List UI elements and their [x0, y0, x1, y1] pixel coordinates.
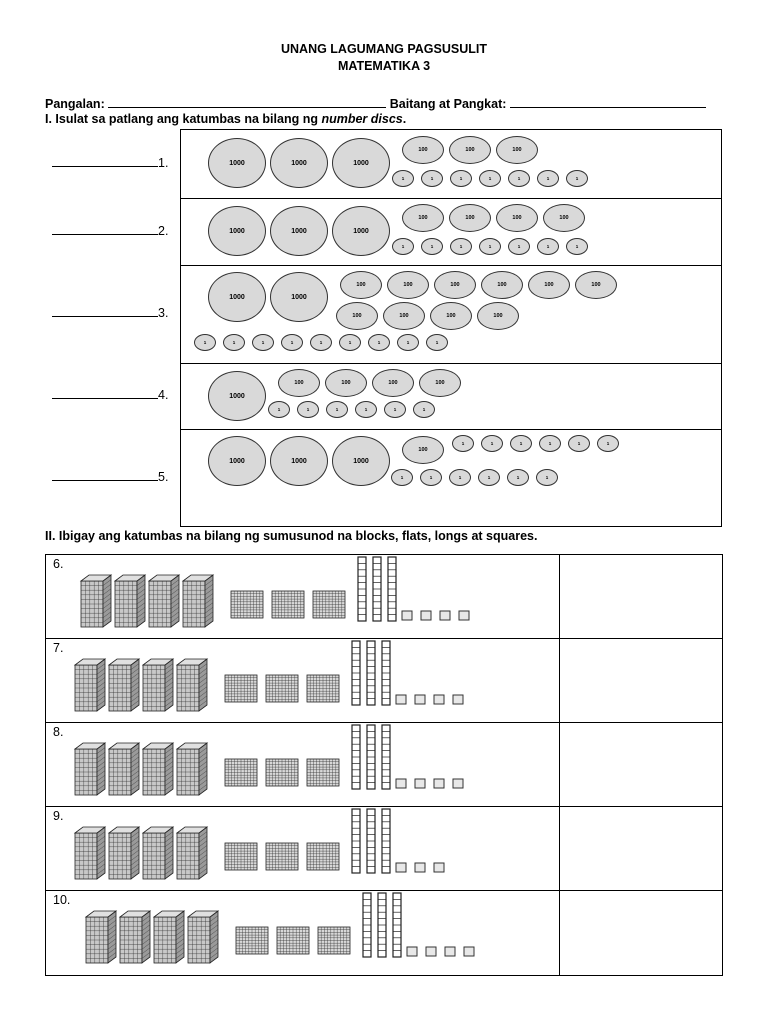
thousand-block	[109, 659, 139, 711]
one-square	[426, 947, 436, 956]
disc-row	[181, 198, 721, 266]
thousand-block	[143, 827, 173, 879]
ten-long	[363, 893, 371, 957]
hundred-flat	[266, 675, 298, 702]
thousand-block	[81, 575, 111, 627]
number-discs-box	[180, 129, 722, 527]
hundred-disc: 100	[449, 136, 491, 164]
one-disc: 1	[508, 170, 530, 187]
one-disc: 1	[597, 435, 619, 452]
table-row	[46, 807, 723, 891]
hundred-disc: 100	[543, 204, 585, 232]
one-disc: 1	[281, 334, 303, 351]
ten-long	[382, 641, 390, 705]
disc-row	[181, 363, 721, 430]
hundred-disc: 100	[325, 369, 367, 397]
ten-long	[352, 641, 360, 705]
one-disc: 1	[391, 469, 413, 486]
answer-line	[52, 468, 168, 484]
thousand-disc: 1000	[332, 436, 390, 486]
one-disc: 1	[536, 469, 558, 486]
one-disc: 1	[539, 435, 561, 452]
item-number: 8.	[53, 725, 64, 739]
answer-blank[interactable]	[52, 222, 158, 235]
hundred-flat	[307, 675, 339, 702]
one-disc: 1	[384, 401, 406, 418]
hundred-disc: 100	[372, 369, 414, 397]
thousand-disc: 1000	[208, 272, 266, 322]
one-disc: 1	[310, 334, 332, 351]
hundred-disc: 100	[419, 369, 461, 397]
one-disc: 1	[450, 238, 472, 255]
one-square	[453, 695, 463, 704]
one-square	[459, 611, 469, 620]
blocks-cell	[46, 639, 560, 723]
thousand-block	[143, 743, 173, 795]
table-row	[46, 555, 723, 639]
hundred-disc: 100	[402, 204, 444, 232]
one-disc: 1	[223, 334, 245, 351]
hundred-disc: 100	[402, 436, 444, 464]
answer-line	[52, 222, 168, 238]
name-line	[45, 95, 706, 111]
part2-instruction: II. Ibigay ang katumbas na bilang ng sumusunod na blocks, flats, longs at squares.	[45, 529, 538, 543]
one-square	[396, 779, 406, 788]
ten-long	[373, 557, 381, 621]
one-square	[415, 779, 425, 788]
one-disc: 1	[297, 401, 319, 418]
thousand-block	[177, 827, 207, 879]
base-ten-blocks	[46, 723, 559, 806]
part1-instruction: I. Isulat sa patlang ang katumbas na bilang ng number discs.	[45, 112, 407, 126]
hundred-flat	[266, 843, 298, 870]
hundred-flat	[225, 759, 257, 786]
item-number: 5.	[158, 469, 169, 484]
item-number: 2.	[158, 223, 169, 238]
ten-long	[352, 809, 360, 873]
one-disc: 1	[452, 435, 474, 452]
one-disc: 1	[421, 170, 443, 187]
blocks-cell	[46, 891, 560, 976]
hundred-flat	[225, 675, 257, 702]
one-disc: 1	[479, 238, 501, 255]
thousand-block	[188, 911, 218, 963]
hundred-disc: 100	[387, 271, 429, 299]
one-square	[440, 611, 450, 620]
one-disc: 1	[537, 170, 559, 187]
ten-long	[393, 893, 401, 957]
one-disc: 1	[507, 469, 529, 486]
thousand-block	[109, 827, 139, 879]
hundred-flat	[277, 927, 309, 954]
hundred-flat	[318, 927, 350, 954]
base-ten-blocks	[46, 639, 559, 722]
one-disc: 1	[566, 238, 588, 255]
one-square	[421, 611, 431, 620]
item-number: 10.	[53, 893, 71, 907]
one-disc: 1	[510, 435, 532, 452]
one-disc: 1	[368, 334, 390, 351]
answer-cell[interactable]	[560, 723, 723, 807]
item-number: 1.	[158, 156, 169, 170]
hundred-disc: 100	[449, 204, 491, 232]
thousand-block	[86, 911, 116, 963]
answer-blank[interactable]	[52, 304, 158, 317]
thousand-block	[143, 659, 173, 711]
thousand-block	[177, 743, 207, 795]
base-ten-blocks	[46, 807, 559, 890]
hundred-disc: 100	[402, 136, 444, 164]
hundred-disc: 100	[434, 271, 476, 299]
page-title: UNANG LAGUMANG PAGSUSULIT	[280, 42, 487, 56]
grade-field[interactable]	[510, 95, 706, 108]
hundred-disc: 100	[340, 271, 382, 299]
answer-blank[interactable]	[52, 468, 158, 481]
hundred-flat	[272, 591, 304, 618]
name-label: Pangalan:	[45, 97, 105, 111]
thousand-block	[120, 911, 150, 963]
hundred-disc: 100	[528, 271, 570, 299]
answer-line	[52, 386, 168, 402]
ten-long	[358, 557, 366, 621]
hundred-disc: 100	[430, 302, 472, 330]
answer-blank[interactable]	[52, 154, 158, 167]
ten-long	[382, 809, 390, 873]
thousand-block	[75, 827, 105, 879]
one-square	[434, 779, 444, 788]
hundred-disc: 100	[575, 271, 617, 299]
answer-cell[interactable]	[560, 891, 723, 976]
item-number: 3.	[158, 306, 169, 320]
hundred-disc: 100	[496, 204, 538, 232]
ten-long	[367, 641, 375, 705]
thousand-disc: 1000	[332, 206, 390, 256]
one-disc: 1	[450, 170, 472, 187]
ten-long	[367, 809, 375, 873]
hundred-flat	[266, 759, 298, 786]
hundred-disc: 100	[336, 302, 378, 330]
one-disc: 1	[326, 401, 348, 418]
one-square	[396, 695, 406, 704]
blocks-table	[45, 554, 723, 976]
ten-long	[367, 725, 375, 789]
one-square	[434, 695, 444, 704]
answer-blank[interactable]	[52, 386, 158, 399]
one-square	[407, 947, 417, 956]
page-subtitle: MATEMATIKA 3	[337, 59, 431, 73]
answer-cell[interactable]	[560, 639, 723, 723]
table-row	[46, 723, 723, 807]
thousand-disc: 1000	[270, 272, 328, 322]
item-number: 7.	[53, 641, 64, 655]
ten-long	[378, 893, 386, 957]
one-disc: 1	[479, 170, 501, 187]
thousand-block	[177, 659, 207, 711]
name-field[interactable]	[108, 95, 386, 108]
one-disc: 1	[481, 435, 503, 452]
ten-long	[388, 557, 396, 621]
one-disc: 1	[421, 238, 443, 255]
base-ten-blocks	[46, 555, 559, 638]
grade-label: Baitang at Pangkat:	[389, 97, 507, 111]
thousand-disc: 1000	[270, 436, 328, 486]
one-square	[434, 863, 444, 872]
hundred-disc: 100	[477, 302, 519, 330]
thousand-block	[75, 743, 105, 795]
blocks-cell	[46, 555, 560, 639]
one-square	[415, 695, 425, 704]
hundred-flat	[307, 843, 339, 870]
item-number: 4.	[158, 388, 169, 402]
one-disc: 1	[568, 435, 590, 452]
one-disc: 1	[268, 401, 290, 418]
thousand-disc: 1000	[208, 206, 266, 256]
base-ten-blocks	[46, 891, 559, 974]
hundred-flat	[307, 759, 339, 786]
one-square	[445, 947, 455, 956]
hundred-disc: 100	[383, 302, 425, 330]
one-square	[464, 947, 474, 956]
answer-line	[52, 154, 168, 170]
answer-cell[interactable]	[560, 807, 723, 891]
thousand-block	[154, 911, 184, 963]
disc-row	[181, 130, 721, 199]
one-disc: 1	[392, 238, 414, 255]
table-row	[46, 891, 723, 976]
thousand-disc: 1000	[208, 371, 266, 421]
thousand-block	[149, 575, 179, 627]
one-disc: 1	[566, 170, 588, 187]
thousand-block	[183, 575, 213, 627]
table-row	[46, 639, 723, 723]
thousand-disc: 1000	[270, 206, 328, 256]
one-square	[396, 863, 406, 872]
one-disc: 1	[194, 334, 216, 351]
hundred-disc: 100	[278, 369, 320, 397]
one-disc: 1	[413, 401, 435, 418]
disc-row	[181, 265, 721, 364]
one-disc: 1	[478, 469, 500, 486]
item-number: 6.	[53, 557, 64, 571]
hundred-flat	[236, 927, 268, 954]
thousand-disc: 1000	[208, 138, 266, 188]
blocks-cell	[46, 807, 560, 891]
one-disc: 1	[355, 401, 377, 418]
ten-long	[382, 725, 390, 789]
blocks-cell	[46, 723, 560, 807]
thousand-disc: 1000	[332, 138, 390, 188]
one-square	[402, 611, 412, 620]
one-disc: 1	[449, 469, 471, 486]
hundred-flat	[231, 591, 263, 618]
one-disc: 1	[339, 334, 361, 351]
hundred-disc: 100	[496, 136, 538, 164]
disc-row	[181, 429, 721, 526]
one-disc: 1	[420, 469, 442, 486]
thousand-disc: 1000	[270, 138, 328, 188]
hundred-disc: 100	[481, 271, 523, 299]
item-number: 9.	[53, 809, 64, 823]
one-square	[453, 779, 463, 788]
one-disc: 1	[508, 238, 530, 255]
hundred-flat	[225, 843, 257, 870]
hundred-flat	[313, 591, 345, 618]
one-disc: 1	[537, 238, 559, 255]
one-disc: 1	[252, 334, 274, 351]
answer-line	[52, 304, 168, 320]
one-square	[415, 863, 425, 872]
ten-long	[352, 725, 360, 789]
thousand-disc: 1000	[208, 436, 266, 486]
one-disc: 1	[392, 170, 414, 187]
thousand-block	[109, 743, 139, 795]
thousand-block	[75, 659, 105, 711]
answer-cell[interactable]	[560, 555, 723, 639]
one-disc: 1	[397, 334, 419, 351]
one-disc: 1	[426, 334, 448, 351]
thousand-block	[115, 575, 145, 627]
